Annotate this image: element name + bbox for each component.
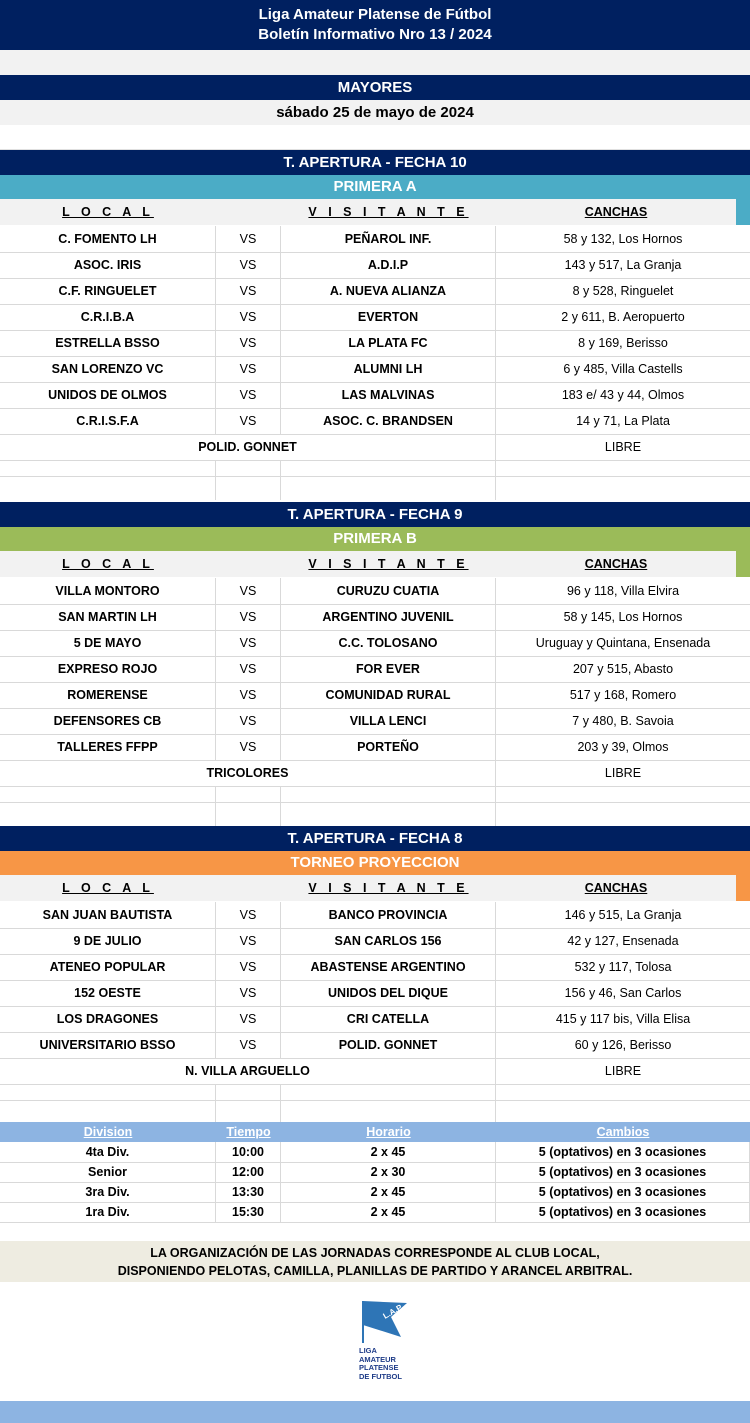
vs-label: VS (216, 954, 281, 980)
bye-row (0, 434, 750, 461)
schedule-row (0, 1162, 750, 1183)
local-team: SAN MARTIN LH (0, 604, 216, 630)
match-row (0, 980, 750, 1007)
vs-label: VS (216, 278, 281, 304)
vs-label: VS (216, 330, 281, 356)
local-team: LOS DRAGONES (0, 1006, 216, 1032)
venue: 2 y 611, B. Aeropuerto (561, 310, 685, 324)
grid-line (280, 1100, 281, 1124)
match-row (0, 226, 750, 253)
match-row (0, 656, 750, 683)
bye-team: TRICOLORES (0, 760, 496, 786)
venue: 146 y 515, La Granja (564, 908, 682, 922)
local-team: SAN JUAN BAUTISTA (0, 902, 216, 928)
bye-team: POLID. GONNET (0, 434, 496, 460)
header-canchas: CANCHAS (584, 881, 648, 895)
vs-label: VS (216, 226, 281, 252)
grid-line (215, 476, 216, 500)
grid-line (280, 802, 281, 826)
vs-label: VS (216, 928, 281, 954)
header-visitante: V I S I T A N T E (308, 205, 469, 219)
schedule-cell: 3ra Div. (0, 1182, 216, 1202)
schedule-cell: 5 (optativos) en 3 ocasiones (496, 1182, 750, 1202)
schedule-header-tiempo: Tiempo (226, 1125, 271, 1139)
venue: 60 y 126, Berisso (574, 1038, 672, 1052)
logo-line-4: DE FUTBOL (359, 1371, 402, 1381)
match-date: sábado 25 de mayo de 2024 (0, 100, 750, 125)
header-visitante: V I S I T A N T E (308, 881, 469, 895)
grid-line (280, 786, 281, 802)
vs-label: VS (216, 252, 281, 278)
match-row (0, 604, 750, 631)
local-team: ATENEO POPULAR (0, 954, 216, 980)
match-row (0, 954, 750, 981)
grid-line (280, 460, 281, 476)
empty-row (0, 786, 750, 803)
venue: 58 y 145, Los Hornos (563, 610, 683, 624)
grid-line (215, 1100, 216, 1124)
vs-label: VS (216, 902, 281, 928)
venue: 96 y 118, Villa Elvira (566, 584, 680, 598)
schedule-header-cambios: Cambios (596, 1125, 650, 1139)
column-header-row (0, 551, 750, 577)
visiting-team: VILLA LENCI (281, 708, 496, 734)
local-team: TALLERES FFPP (0, 734, 216, 760)
visiting-team: CRI CATELLA (281, 1006, 496, 1032)
schedule-cell: 10:00 (216, 1142, 281, 1162)
match-row (0, 252, 750, 279)
grid-line (280, 1084, 281, 1100)
empty-row (0, 460, 750, 477)
schedule-cell: 2 x 45 (281, 1202, 496, 1222)
header-local: L O C A L (62, 881, 154, 895)
vs-label: VS (216, 734, 281, 760)
grid-line (495, 1084, 496, 1100)
visiting-team: A. NUEVA ALIANZA (281, 278, 496, 304)
vs-label: VS (216, 304, 281, 330)
local-team: DEFENSORES CB (0, 708, 216, 734)
grid-line (495, 786, 496, 802)
match-row (0, 902, 750, 929)
grid-line (495, 460, 496, 476)
header-accent (736, 199, 750, 225)
venue: 8 y 528, Ringuelet (572, 284, 674, 298)
local-team: C. FOMENTO LH (0, 226, 216, 252)
local-team: ASOC. IRIS (0, 252, 216, 278)
visiting-team: EVERTON (281, 304, 496, 330)
bulletin-number: Boletín Informativo Nro 13 / 2024 (258, 26, 492, 43)
empty-row (0, 1100, 750, 1124)
local-team: ESTRELLA BSSO (0, 330, 216, 356)
schedule-row (0, 1142, 750, 1163)
vs-label: VS (216, 604, 281, 630)
visiting-team: ALUMNI LH (281, 356, 496, 382)
venue: 156 y 46, San Carlos (564, 986, 682, 1000)
local-team: ROMERENSE (0, 682, 216, 708)
visiting-team: LA PLATA FC (281, 330, 496, 356)
venue: Uruguay y Quintana, Ensenada (535, 636, 711, 650)
grid-line (280, 476, 281, 500)
schedule-cell: 5 (optativos) en 3 ocasiones (496, 1202, 750, 1222)
division-title: PRIMERA B (0, 527, 750, 551)
local-team: 5 DE MAYO (0, 630, 216, 656)
venue: 203 y 39, Olmos (577, 740, 669, 754)
visiting-team: FOR EVER (281, 656, 496, 682)
venue: 8 y 169, Berisso (578, 336, 668, 350)
grid-line (215, 802, 216, 826)
grid-line (495, 476, 496, 500)
schedule-cell: 5 (optativos) en 3 ocasiones (496, 1142, 750, 1162)
venue: 14 y 71, La Plata (576, 414, 670, 428)
venue: 532 y 117, Tolosa (574, 960, 672, 974)
match-row (0, 734, 750, 761)
match-row (0, 408, 750, 435)
visiting-team: SAN CARLOS 156 (281, 928, 496, 954)
schedule-header (0, 1122, 750, 1142)
match-row (0, 1006, 750, 1033)
visiting-team: COMUNIDAD RURAL (281, 682, 496, 708)
visiting-team: ASOC. C. BRANDSEN (281, 408, 496, 434)
header-canchas: CANCHAS (584, 205, 648, 219)
grid-line (215, 460, 216, 476)
match-row (0, 356, 750, 383)
column-header-row (0, 199, 750, 225)
local-team: C.R.I.B.A (0, 304, 216, 330)
visiting-team: PEÑAROL INF. (281, 226, 496, 252)
schedule-cell: 12:00 (216, 1162, 281, 1182)
note-line-1: LA ORGANIZACIÓN DE LAS JORNADAS CORRESPONDE AL CLUB LOCAL, (150, 1246, 600, 1260)
bulletin-header (0, 0, 750, 50)
local-team: 152 OESTE (0, 980, 216, 1006)
bye-label: LIBRE (604, 440, 642, 454)
visiting-team: PORTEÑO (281, 734, 496, 760)
schedule-row (0, 1202, 750, 1223)
match-row (0, 708, 750, 735)
league-name: Liga Amateur Platense de Fútbol (258, 6, 492, 23)
bye-row (0, 1058, 750, 1085)
match-row (0, 382, 750, 409)
vs-label: VS (216, 1006, 281, 1032)
vs-label: VS (216, 382, 281, 408)
visiting-team: BANCO PROVINCIA (281, 902, 496, 928)
venue: 58 y 132, Los Hornos (563, 232, 683, 246)
local-team: C.R.I.S.F.A (0, 408, 216, 434)
category-title: MAYORES (0, 75, 750, 100)
local-team: EXPRESO ROJO (0, 656, 216, 682)
header-local: L O C A L (62, 557, 154, 571)
schedule-cell: 4ta Div. (0, 1142, 216, 1162)
local-team: VILLA MONTORO (0, 578, 216, 604)
schedule-header-division: Division (83, 1125, 133, 1139)
division-title: PRIMERA A (0, 175, 750, 199)
bye-label: LIBRE (604, 766, 642, 780)
organization-note (0, 1241, 750, 1282)
logo-line-3: PLATENSE (359, 1363, 399, 1373)
spacer-row (0, 125, 750, 150)
venue: 143 y 517, La Granja (564, 258, 682, 272)
venue: 207 y 515, Abasto (572, 662, 674, 676)
match-row (0, 928, 750, 955)
empty-row (0, 1084, 750, 1101)
schedule-cell: 2 x 45 (281, 1142, 496, 1162)
column-header-row (0, 875, 750, 901)
bye-label: LIBRE (604, 1064, 642, 1078)
local-team: C.F. RINGUELET (0, 278, 216, 304)
schedule-row (0, 1182, 750, 1203)
visiting-team: C.C. TOLOSANO (281, 630, 496, 656)
header-accent (736, 551, 750, 577)
footer-bar (0, 1401, 750, 1423)
match-row (0, 630, 750, 657)
grid-line (215, 786, 216, 802)
visiting-team: LAS MALVINAS (281, 382, 496, 408)
schedule-cell: 2 x 45 (281, 1182, 496, 1202)
flag-logo-icon (357, 1297, 417, 1345)
bye-team: N. VILLA ARGUELLO (0, 1058, 496, 1084)
vs-label: VS (216, 656, 281, 682)
grid-line (495, 1100, 496, 1124)
match-row (0, 578, 750, 605)
vs-label: VS (216, 980, 281, 1006)
header-accent (736, 875, 750, 901)
schedule-cell: 5 (optativos) en 3 ocasiones (496, 1162, 750, 1182)
schedule-header-horario: Horario (366, 1125, 411, 1139)
visiting-team: ARGENTINO JUVENIL (281, 604, 496, 630)
vs-label: VS (216, 708, 281, 734)
venue: 517 y 168, Romero (569, 688, 677, 702)
local-team: SAN LORENZO VC (0, 356, 216, 382)
schedule-cell: 1ra Div. (0, 1202, 216, 1222)
empty-row (0, 476, 750, 500)
bye-row (0, 760, 750, 787)
visiting-team: A.D.I.P (281, 252, 496, 278)
venue: 183 e/ 43 y 44, Olmos (561, 388, 685, 402)
logo-line-1: LIGA (359, 1346, 377, 1355)
match-row (0, 682, 750, 709)
schedule-cell: 13:30 (216, 1182, 281, 1202)
vs-label: VS (216, 408, 281, 434)
vs-label: VS (216, 1032, 281, 1058)
local-team: 9 DE JULIO (0, 928, 216, 954)
schedule-cell: 2 x 30 (281, 1162, 496, 1182)
empty-row (0, 802, 750, 826)
vs-label: VS (216, 630, 281, 656)
visiting-team: CURUZU CUATIA (281, 578, 496, 604)
section-title: T. APERTURA - FECHA 9 (0, 502, 750, 527)
logo-line-2: AMATEUR (359, 1354, 396, 1364)
header-canchas: CANCHAS (584, 557, 648, 571)
division-title: TORNEO PROYECCION (0, 851, 750, 875)
vs-label: VS (216, 356, 281, 382)
match-row (0, 278, 750, 305)
flag-text: L.A.P. (381, 1302, 405, 1321)
visiting-team: POLID. GONNET (281, 1032, 496, 1058)
venue: 415 y 117 bis, Villa Elisa (555, 1012, 691, 1026)
match-row (0, 304, 750, 331)
spacer-row (0, 50, 750, 75)
venue: 42 y 127, Ensenada (567, 934, 679, 948)
vs-label: VS (216, 578, 281, 604)
match-row (0, 330, 750, 357)
section-title: T. APERTURA - FECHA 8 (0, 826, 750, 851)
match-row (0, 1032, 750, 1059)
venue: 6 y 485, Villa Castells (563, 362, 683, 376)
section-title: T. APERTURA - FECHA 10 (0, 150, 750, 175)
header-visitante: V I S I T A N T E (308, 557, 469, 571)
grid-line (215, 1084, 216, 1100)
grid-line (495, 802, 496, 826)
schedule-cell: Senior (0, 1162, 216, 1182)
local-team: UNIVERSITARIO BSSO (0, 1032, 216, 1058)
vs-label: VS (216, 682, 281, 708)
local-team: UNIDOS DE OLMOS (0, 382, 216, 408)
visiting-team: UNIDOS DEL DIQUE (281, 980, 496, 1006)
venue: 7 y 480, B. Savoia (572, 714, 674, 728)
schedule-cell: 15:30 (216, 1202, 281, 1222)
visiting-team: ABASTENSE ARGENTINO (281, 954, 496, 980)
note-line-2: DISPONIENDO PELOTAS, CAMILLA, PLANILLAS DE PARTIDO Y ARANCEL ARBITRAL. (117, 1264, 633, 1278)
header-local: L O C A L (62, 205, 154, 219)
league-logo (357, 1297, 417, 1392)
